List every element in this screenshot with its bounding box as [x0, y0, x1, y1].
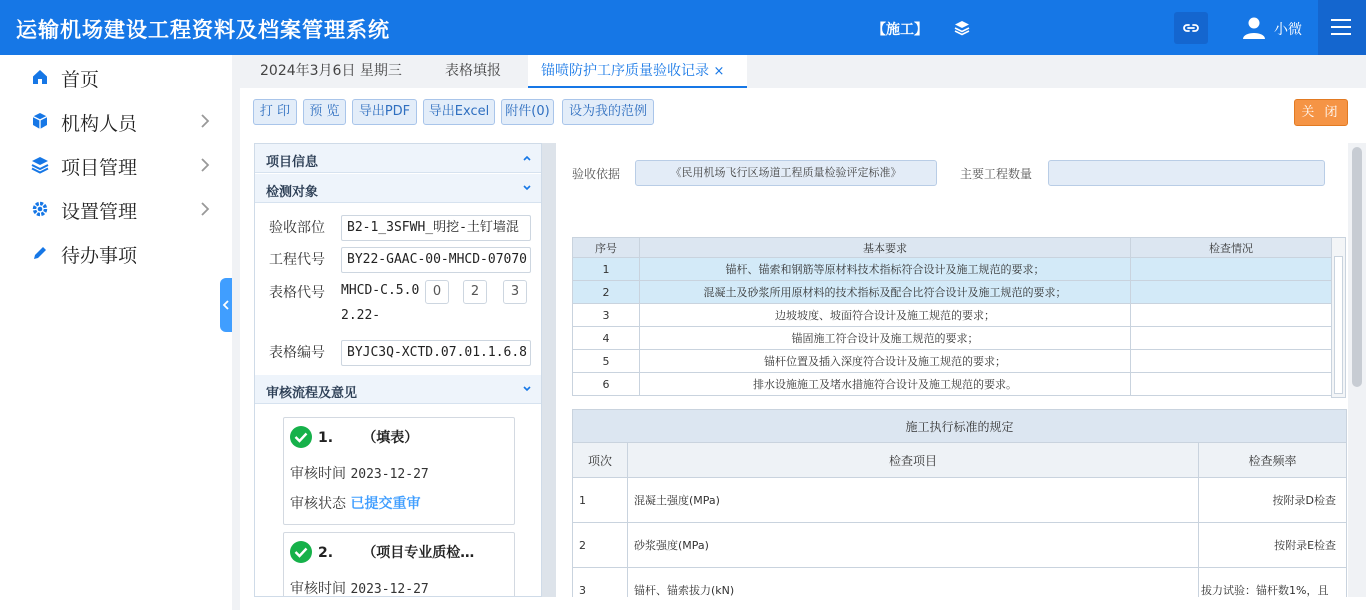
table-row[interactable]: 4 锚固施工符合设计及施工规范的要求； [573, 327, 1332, 350]
top-header [0, 0, 1366, 55]
main-content [240, 88, 1366, 610]
table-scrollbar[interactable] [1331, 237, 1346, 398]
attachment-button[interactable]: 附件(0) [501, 99, 554, 125]
sidebar-item-label: 项目管理 [61, 157, 138, 179]
standards-table [572, 409, 1347, 597]
app-title: 运输机场建设工程资料及档案管理系统 [16, 18, 390, 42]
form-no-label: 表格编号 [269, 345, 325, 361]
form-code-box[interactable]: 0 [425, 280, 449, 304]
form-code-value: MHCD-C.5.02.22- [341, 283, 420, 323]
table-row[interactable]: 3 锚杆、锚索拔力(kN) 拔力试验：锚杆数1%，且 [573, 568, 1347, 598]
column-header: 基本要求 [640, 238, 1131, 258]
table-row[interactable]: 1 锚杆、锚索和钢筋等原材料技术指标符合设计及施工规范的要求； [573, 258, 1332, 281]
table-caption: 施工执行标准的规定 [573, 410, 1347, 443]
sidebar-item-todo[interactable] [0, 231, 232, 275]
panel-divider[interactable] [542, 143, 556, 597]
info-panel [254, 143, 542, 597]
check-cell[interactable] [1131, 350, 1332, 373]
table-row[interactable]: 5 锚杆位置及插入深度符合设计及施工规范的要求； [573, 350, 1332, 373]
project-info-header[interactable] [255, 144, 541, 173]
column-header: 检查频率 [1199, 443, 1347, 478]
layers-icon[interactable] [954, 20, 970, 36]
chevron-right-icon [200, 114, 210, 128]
sidebar-item-project[interactable] [0, 143, 232, 187]
column-header: 检查项目 [628, 443, 1199, 478]
section-title: 检测对象 [266, 185, 319, 200]
review-step-title: 1. （填表） [318, 430, 419, 446]
role-badge[interactable]: 【施工】 [872, 22, 928, 38]
preview-button[interactable]: 预 览 [303, 99, 346, 125]
tab-record[interactable] [528, 55, 747, 88]
part-label: 验收部位 [269, 220, 325, 236]
user-icon[interactable] [1242, 16, 1266, 44]
sidebar-item-label: 设置管理 [61, 201, 138, 223]
check-circle-icon [290, 426, 312, 448]
quantity-input[interactable] [1048, 160, 1325, 186]
chevron-left-icon [222, 300, 230, 310]
column-header: 序号 [573, 238, 640, 258]
chevron-right-icon [200, 202, 210, 216]
review-time: 审核时间 2023-12-27 [290, 466, 429, 482]
form-code-box[interactable]: 3 [503, 280, 527, 304]
sidebar-item-settings[interactable] [0, 187, 232, 231]
chevron-down-icon [523, 185, 531, 191]
export-excel-button[interactable]: 导出Excel [423, 99, 495, 125]
chevron-right-icon [200, 158, 210, 172]
project-code-input[interactable]: BY22-GAAC-00-MHCD-07070 [341, 247, 531, 273]
check-cell[interactable] [1131, 327, 1332, 350]
review-time: 审核时间 2023-12-27 [290, 581, 429, 597]
column-header: 检查情况 [1131, 238, 1332, 258]
menu-button[interactable] [1318, 0, 1366, 55]
chevron-down-icon [523, 386, 531, 392]
review-step-title: 2. （项目专业质检… [318, 545, 475, 561]
chevron-up-icon [523, 155, 531, 161]
basic-requirements-table [572, 237, 1332, 396]
gear-icon [31, 200, 49, 218]
sidebar-item-label: 机构人员 [61, 113, 138, 135]
close-button[interactable]: 关 闭 [1294, 99, 1348, 126]
review-header[interactable] [255, 375, 541, 404]
basis-field[interactable]: 《民用机场飞行区场道工程质量检验评定标准》 [635, 160, 937, 186]
section-title: 审核流程及意见 [266, 386, 358, 401]
print-button[interactable]: 打 印 [253, 99, 297, 125]
form-code-label: 表格代号 [269, 285, 325, 301]
check-cell[interactable] [1131, 281, 1332, 304]
tab-close-icon[interactable]: × [713, 64, 725, 79]
form-panel [556, 143, 1366, 597]
sidebar-collapse-button[interactable] [220, 278, 232, 332]
table-row[interactable]: 2 混凝土及砂浆所用原材料的技术指标及配合比符合设计及施工规范的要求； [573, 281, 1332, 304]
table-row[interactable]: 3 边坡坡度、坡面符合设计及施工规范的要求； [573, 304, 1332, 327]
part-input[interactable]: B2-1_3SFWH_明挖-土钉墙混 [341, 215, 531, 241]
sidebar [0, 55, 232, 610]
tab-label: 锚喷防护工序质量验收记录 [541, 63, 709, 79]
table-row[interactable]: 1 混凝土强度(MPa) 按附录D检查 [573, 478, 1347, 523]
user-name[interactable]: 小微 [1274, 22, 1302, 38]
form-no-input[interactable]: BYJC3Q-XCTD.07.01.1.6.8 [341, 340, 531, 366]
check-cell[interactable] [1131, 373, 1332, 396]
project-code-label: 工程代号 [269, 252, 325, 268]
switch-button[interactable] [1174, 12, 1208, 44]
layers-icon [31, 156, 49, 174]
review-card [283, 417, 515, 525]
section-title: 项目信息 [266, 155, 319, 170]
check-cell[interactable] [1131, 258, 1332, 281]
page-scrollbar[interactable] [1348, 143, 1366, 597]
review-status: 审核状态 已提交重审 [290, 496, 421, 512]
sidebar-item-label: 首页 [61, 69, 100, 91]
check-circle-icon [290, 541, 312, 563]
column-header: 项次 [573, 443, 628, 478]
quantity-label: 主要工程数量 [960, 167, 1033, 181]
form-code-box[interactable]: 2 [463, 280, 487, 304]
basis-label: 验收依据 [572, 167, 621, 181]
table-row[interactable]: 6 排水设施施工及堵水措施符合设计及施工规范的要求。 [573, 373, 1332, 396]
sidebar-item-org[interactable] [0, 99, 232, 143]
sidebar-item-home[interactable] [0, 55, 232, 99]
test-object-header[interactable] [255, 174, 541, 203]
sidebar-item-label: 待办事项 [61, 245, 138, 267]
check-cell[interactable] [1131, 304, 1332, 327]
set-template-button[interactable]: 设为我的范例 [562, 99, 654, 125]
table-row[interactable]: 2 砂浆强度(MPa) 按附录E检查 [573, 523, 1347, 568]
cube-icon [31, 112, 49, 130]
home-icon [31, 68, 49, 86]
tab-form-fill[interactable]: 表格填报 [445, 63, 501, 79]
review-card [283, 532, 515, 597]
pencil-icon [31, 244, 49, 262]
tab-bar [240, 55, 1366, 88]
export-pdf-button[interactable]: 导出PDF [352, 99, 417, 125]
tab-date[interactable]: 2024年3月6日 星期三 [260, 63, 402, 79]
link-icon [1183, 20, 1199, 36]
